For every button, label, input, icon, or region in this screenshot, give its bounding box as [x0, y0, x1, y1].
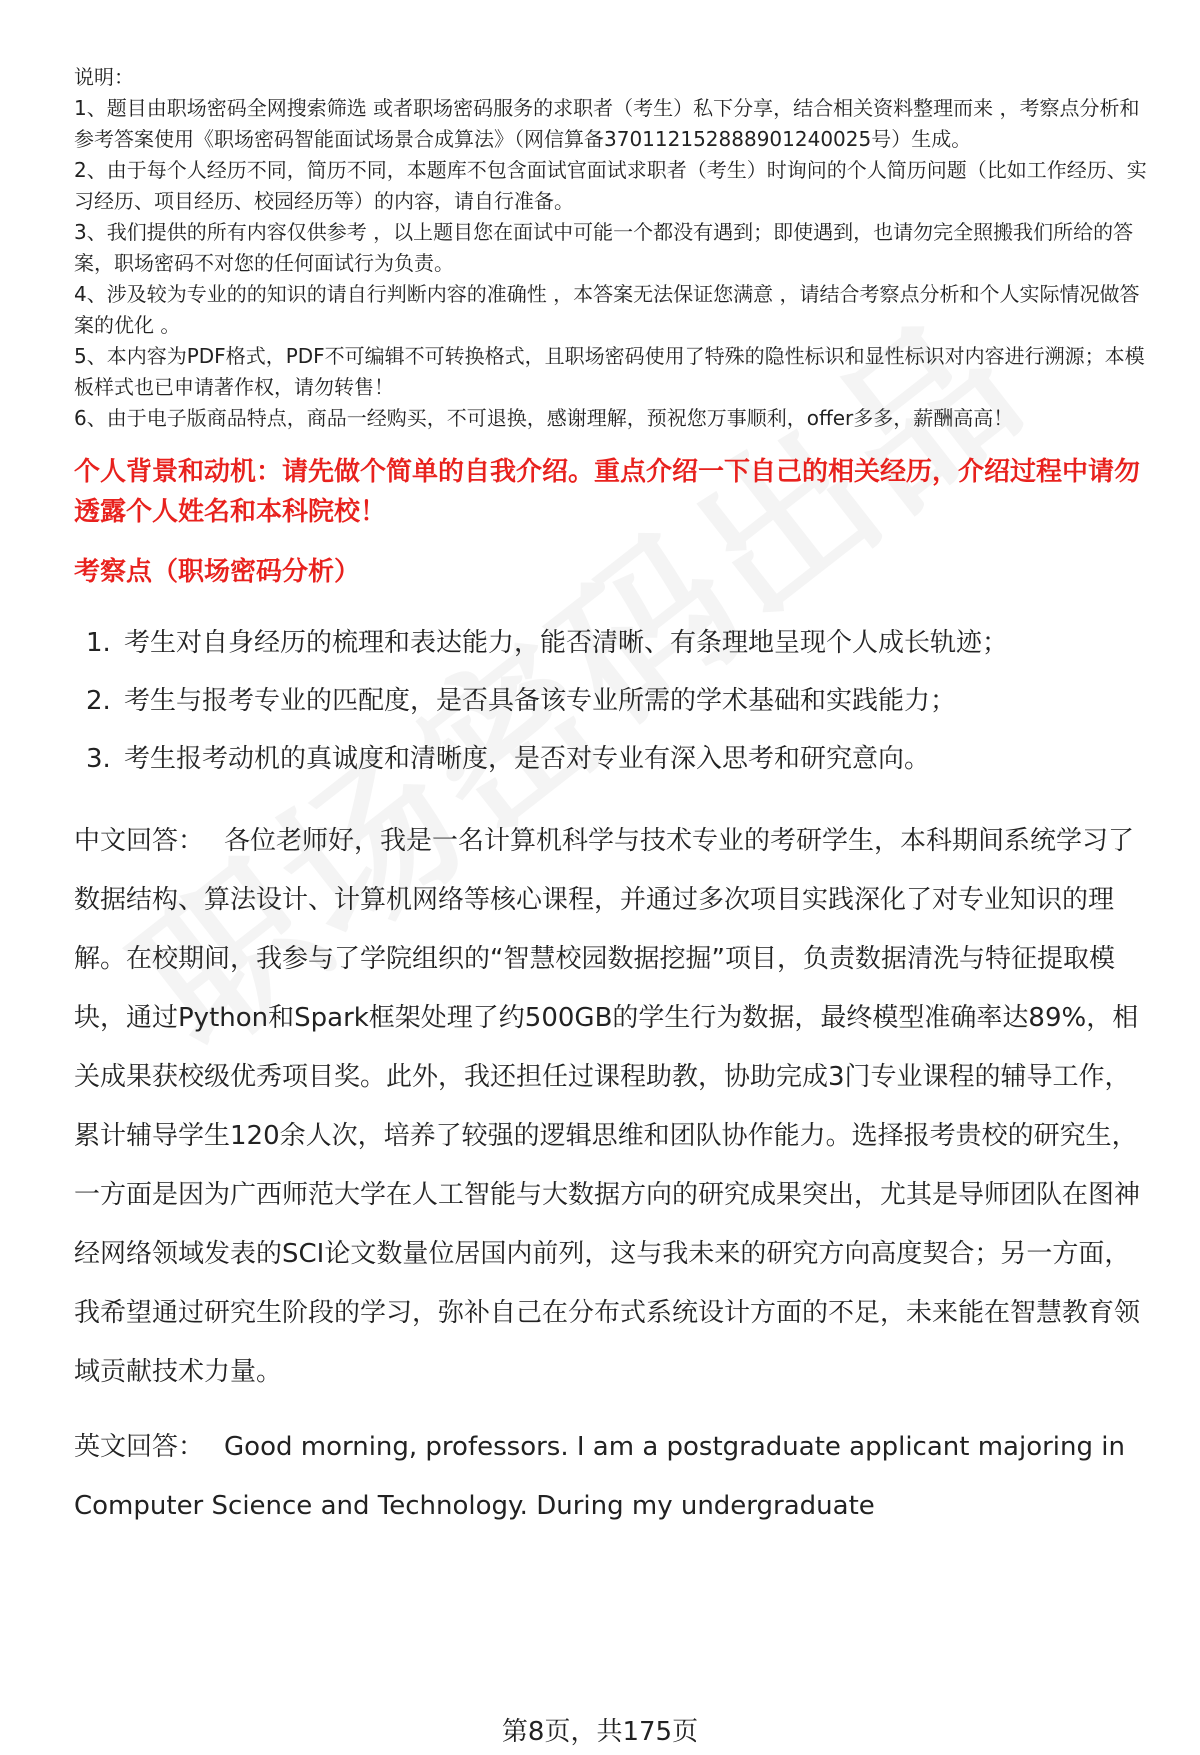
analysis-title: 考察点（职场密码分析） — [74, 557, 361, 587]
note-item: 6、由于电子版商品特点，商品一经购买，不可退换，感谢理解，预祝您万事顺利，offer多多，薪酬高高！ — [74, 406, 1014, 430]
point-number: 1. — [86, 628, 111, 658]
point-text: 考生报考动机的真诚度和清晰度，是否对专业有深入思考和研究意向。 — [124, 744, 931, 774]
answer-chinese — [74, 812, 1154, 1402]
point-number: 2. — [86, 686, 111, 716]
note-item: 2、由于每个人经历不同，简历不同，本题库不包含面试官面试求职者（考生）时询问的个人简历问题（比如工作经历、实习经历、项目经历、校园经历等）的内容，请自行准备。 — [74, 158, 1147, 213]
document-page — [74, 62, 1154, 1536]
note-item: 5、本内容为PDF格式，PDF不可编辑不可转换格式，且职场密码使用了特殊的隐性标识和显性标识对内容进行溯源；本模板样式也已申请著作权，请勿转售！ — [74, 344, 1145, 399]
point-number: 3. — [86, 744, 111, 774]
analysis-point — [74, 730, 1154, 788]
answer-english-label: 英文回答： — [74, 1432, 205, 1462]
analysis-point — [74, 614, 1154, 672]
point-text: 考生与报考专业的匹配度，是否具备该专业所需的学术基础和实践能力； — [124, 686, 957, 716]
note-item: 1、题目由职场密码全网搜索筛选 或者职场密码服务的求职者（考生）私下分享，结合相关资料整理而来 ，考察点分析和参考答案使用《职场密码智能面试场景合成算法》（网信算备370112152888901240025号）生成。 — [74, 96, 1140, 151]
answer-english — [74, 1418, 1154, 1536]
answer-chinese-text: 各位老师好，我是一名计算机科学与技术专业的考研学生，本科期间系统学习了数据结构、算法设计、计算机网络等核心课程，并通过多次项目实践深化了对专业知识的理解。在校期间，我参与了学院组织的“智慧校园数据挖掘”项目，负责数据清洗与特征提取模块，通过Python和Spark框架处理了约500GB的学生行为数据，最终模型准确率达89%，相关成果获校级优秀项目奖。此外，我还担任过课程助教，协助完成3门专业课程的辅导工作，累计辅导学生120余人次，培养了较强的逻辑思维和团队协作能力。选择报考贵校的研究生，一方面是因为广西师范大学在人工智能与大数据方向的研究成果突出，尤其是导师团队在图神经网络领域发表的SCI论文数量位居国内前列，这与我未来的研究方向高度契合；另一方面，我希望通过研究生阶段的学习，弥补自己在分布式系统设计方面的不足，未来能在智慧教育领域贡献技术力量。 — [74, 826, 1141, 1387]
notes-section — [74, 62, 1154, 434]
point-text: 考生对自身经历的梳理和表达能力，能否清晰、有条理地呈现个人成长轨迹； — [124, 628, 1009, 658]
analysis-point — [74, 672, 1154, 730]
page-number: 第8页，共175页 — [501, 1717, 699, 1747]
analysis-points — [74, 614, 1154, 788]
notes-title: 说明： — [74, 65, 134, 89]
question-heading: 个人背景和动机：请先做个简单的自我介绍。重点介绍一下自己的相关经历，介绍过程中请勿透露个人姓名和本科院校！ — [74, 457, 1141, 527]
answer-english-text: Good morning, professors. I am a postgraduate applicant majoring in Computer Science and Technology. During my undergraduate — [74, 1432, 1125, 1521]
note-item: 4、涉及较为专业的的知识的请自行判断内容的准确性 ，本答案无法保证您满意 ，请结合考察点分析和个人实际情况做答案的优化 。 — [74, 282, 1140, 337]
answer-chinese-label: 中文回答： — [74, 826, 205, 856]
note-item: 3、我们提供的所有内容仅供参考 ，以上题目您在面试中可能一个都没有遇到；即使遇到，也请勿完全照搬我们所给的答案，职场密码不对您的任何面试行为负责。 — [74, 220, 1134, 275]
